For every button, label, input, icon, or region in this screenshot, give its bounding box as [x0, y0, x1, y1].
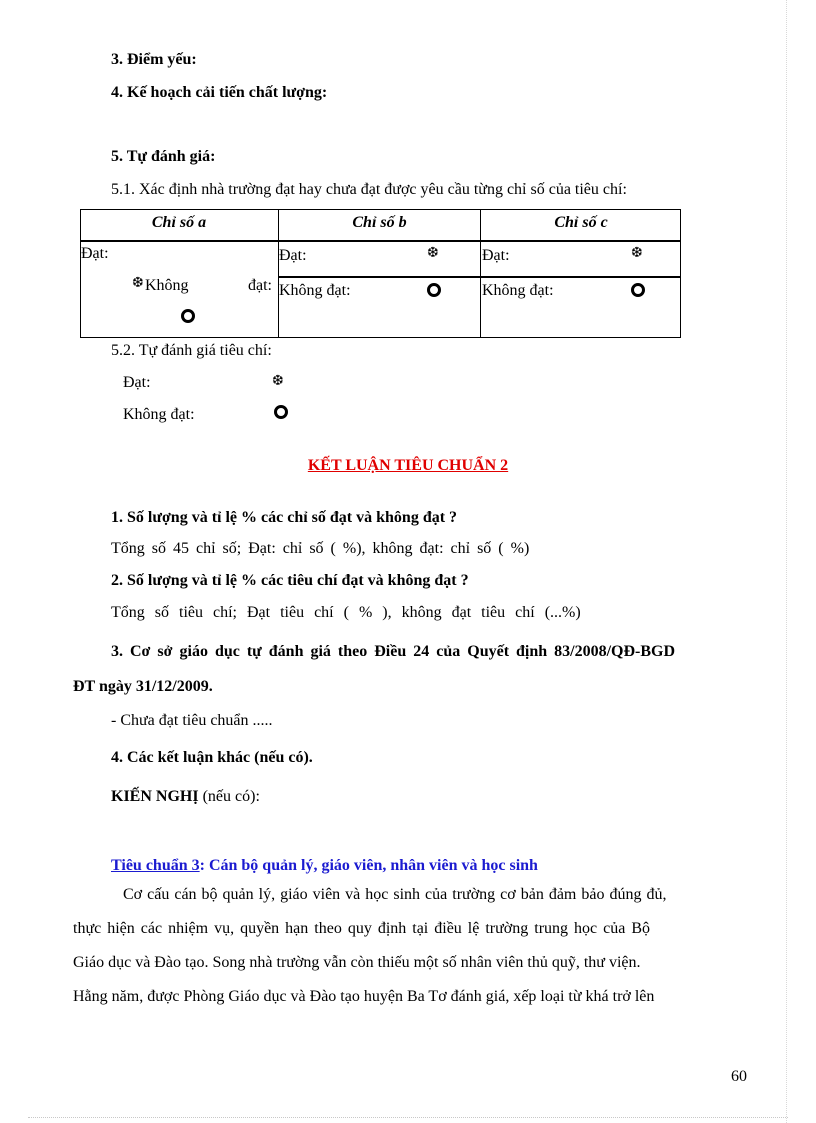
question-3-line-1: 3. Cơ sở giáo dục tự đánh giá theo Điều 24 của Quyết định 83/2008/QĐ-BGD: [111, 643, 676, 660]
answer-1: Tổng số 45 chỉ số; Đạt: chỉ số ( %), không đạt: chỉ số ( %): [111, 540, 530, 557]
standard-3-title: : Cán bộ quản lý, giáo viên, nhân viên và học sinh: [199, 857, 538, 874]
ring-icon: [274, 405, 288, 419]
col-header-c: Chỉ số c: [554, 214, 608, 231]
paragraph-line: thực hiện các nhiệm vụ, quyền hạn theo quy định tại điều lệ trường trung học của Bộ: [73, 920, 650, 937]
dat-label: Đạt:: [123, 374, 151, 391]
cell-c-khong-dat-label: Không đạt:: [482, 282, 554, 299]
question-4: 4. Các kết luận khác (nếu có).: [111, 749, 313, 766]
heading-diem-yeu: 3. Điểm yếu:: [111, 51, 197, 68]
snowflake-icon: ❆: [272, 374, 284, 389]
heading-tu-danh-gia: 5. Tự đánh giá:: [111, 148, 216, 165]
ring-icon: [631, 283, 645, 297]
snowflake-icon: ❆: [132, 276, 144, 291]
col-header-b: Chỉ số b: [352, 214, 407, 231]
snowflake-icon: ❆: [631, 246, 643, 261]
col-header-a: Chỉ số a: [151, 214, 207, 231]
paragraph-line: Giáo dục và Đào tạo. Song nhà trường vẫn còn thiếu một số nhân viên thủ quỹ, thư viện.: [73, 954, 641, 971]
paragraph-line: Hằng năm, được Phòng Giáo dục và Đào tạo huyện Ba Tơ đánh giá, xếp loại từ khá trở lên: [73, 988, 655, 1005]
criteria-table: [80, 209, 681, 338]
paragraph-line: Cơ cấu cán bộ quản lý, giáo viên và học sinh của trường cơ bản đảm bảo đúng đủ,: [123, 886, 667, 903]
cell-b-dat-label: Đạt:: [279, 247, 307, 264]
question-2: 2. Số lượng và tỉ lệ % các tiêu chí đạt và không đạt ?: [111, 572, 469, 589]
snowflake-icon: ❆: [427, 246, 439, 261]
question-3-line-2: ĐT ngày 31/12/2009.: [73, 678, 213, 695]
conclusion-title: KẾT LUẬN TIÊU CHUẨN 2: [307, 457, 509, 474]
cell-a-dat-label: Đạt:: [81, 245, 109, 262]
cell-a-khong-label: Không: [145, 277, 189, 294]
page-number: 60: [731, 1068, 747, 1085]
cell-a-dat-suffix: đạt:: [248, 277, 272, 294]
heading-ke-hoach: 4. Kế hoạch cải tiến chất lượng:: [111, 84, 328, 101]
kien-nghi-rest: (nếu có):: [198, 788, 260, 805]
page-margin-line: [786, 0, 787, 1123]
text-5-1: 5.1. Xác định nhà trường đạt hay chưa đạt được yêu cầu từng chỉ số của tiêu chí:: [111, 181, 627, 198]
cell-b-khong-dat-label: Không đạt:: [279, 282, 351, 299]
cell-c-dat-label: Đạt:: [482, 247, 510, 264]
answer-3: - Chưa đạt tiêu chuẩn .....: [111, 712, 273, 729]
standard-3-heading: [111, 856, 538, 876]
question-1: 1. Số lượng và tỉ lệ % các chỉ số đạt và không đạt ?: [111, 509, 458, 526]
kien-nghi: [111, 787, 260, 807]
page-footer-border: [28, 1117, 788, 1118]
ring-icon: [181, 309, 195, 323]
khong-dat-label: Không đạt:: [123, 406, 195, 423]
standard-3-label: Tiêu chuẩn 3: [111, 857, 200, 874]
kien-nghi-bold: KIẾN NGHỊ: [111, 788, 199, 805]
text-5-2: 5.2. Tự đánh giá tiêu chí:: [111, 342, 272, 359]
answer-2: Tổng số tiêu chí; Đạt tiêu chí ( % ), không đạt tiêu chí (...%): [111, 604, 581, 621]
ring-icon: [427, 283, 441, 297]
